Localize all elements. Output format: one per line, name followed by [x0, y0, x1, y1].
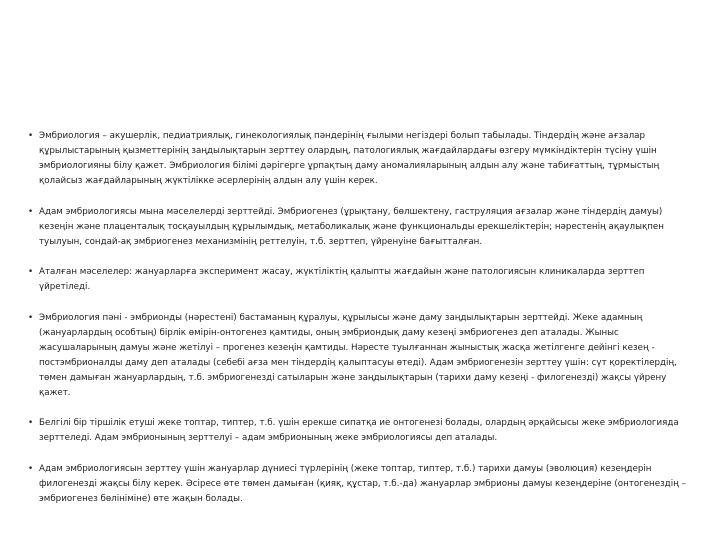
bullet-text: Адам эмбриологиясын зерттеу үшін жануарлар дүниесі түрлерінің (жеке топтар, типтер, т.б.) тарихи дамуы (эволюция) кезеңдерін филогенезді жақсы білу керек. Әсіресе өте төмен дамыған (қияқ, құстар, т.б.-да) жануарлар эмбрионы дамуы кезеңдеріне (онтогенездің – эмбриогенез бөлініміне) өте жақын болады. — [39, 463, 686, 504]
bullet-item — [28, 205, 690, 250]
bullet-item — [28, 129, 690, 189]
bullet-text: Адам эмбриологиясы мына мәселелерді зерттейді. Эмбриогенез (ұрықтану, бөлшектену, гаструляция ағзалар және тіндердің дамуы) кезеңін және плаценталық тосқауылдың құрылымдық, метаболикалық және функциональды ерекшеліктерін; нәрестенің ақаулықпен туылуын, сондай-ақ эмбриогенез механизмінің реттелуін, т.б. зерттеп, үйренуіне бағытталған. — [39, 206, 664, 247]
bullet-marker: • — [28, 206, 34, 217]
bullet-item — [28, 311, 690, 401]
bullet-item — [28, 416, 690, 446]
bullet-marker: • — [28, 312, 34, 323]
bullet-marker: • — [28, 463, 34, 474]
bullet-list — [28, 129, 690, 522]
bullet-item — [28, 462, 690, 507]
bullet-marker: • — [28, 267, 34, 277]
bullet-text: Белгілі бір тіршілік етуші жеке топтар, типтер, т.б. үшін ерекше сипатқа ие онтогенезі болады, олардың әрқайсысы жеке эмбриологияда зерттеледі. Адам эмбрионының зерттелуі – адам эмбрионының жеке эмбриологиясы деп аталады. — [39, 418, 679, 443]
bullet-marker: • — [28, 418, 34, 428]
bullet-item — [28, 265, 690, 295]
bullet-text: Аталған мәселелер: жануарларға эксперимент жасау, жүктіліктің қалыпты жағдайын және патологиясын клиникаларда зерттеп үйретіледі. — [39, 267, 645, 292]
bullet-text: Эмбриология – акушерлік, педиатриялық, гинекологиялық пәндерінің ғылыми негіздері болып табылады. Тіндердің және ағзалар құрылыстарының қызметтерінің заңдылықтарын зерттеу олардың, патологиялық жағдайлардағы өзгеру мүмкіндіктерін түсіну үшін эмбриологияны білу қажет. Эмбриология білімі дәрігерге ұрпақтың даму аномалияларының алдын алу және табиғаттың, тұрмыстың қолайсыз жағдайларының жүктілікке әсерлерінің алдын алу үшін керек. — [39, 131, 660, 186]
bullet-text: Эмбриология пәні - эмбрионды (нәрестені) бастаманың құралуы, құрылысы және даму заңдылықтарын зерттейді. Жеке адамның (жануарлардың особтың) бірлік өмірін-онтогенез қамтиды, оның эмбриондық даму кезеңі эмбриогенез деп аталады. Жыныс жасушаларының дамуы және жетілуі – прогенез кезеңін қамтиды. Нәресте туылғаннан жыныстық жасқа жетілгенге дейінгі кезең - постэмбрионалды даму деп аталады (себебі ағза мен тіндердің қалыптасуы өтеді). Адам эмбриогенезін зерттеу үшін: сүт қоректілердің, төмен дамыған жануарлардың, т.б. эмбриогенезді сатыларын және заңдылықтарын (тарихи даму кезеңі - филогенезді) жақсы үйрену қажет. — [39, 312, 677, 398]
bullet-marker: • — [28, 131, 34, 141]
